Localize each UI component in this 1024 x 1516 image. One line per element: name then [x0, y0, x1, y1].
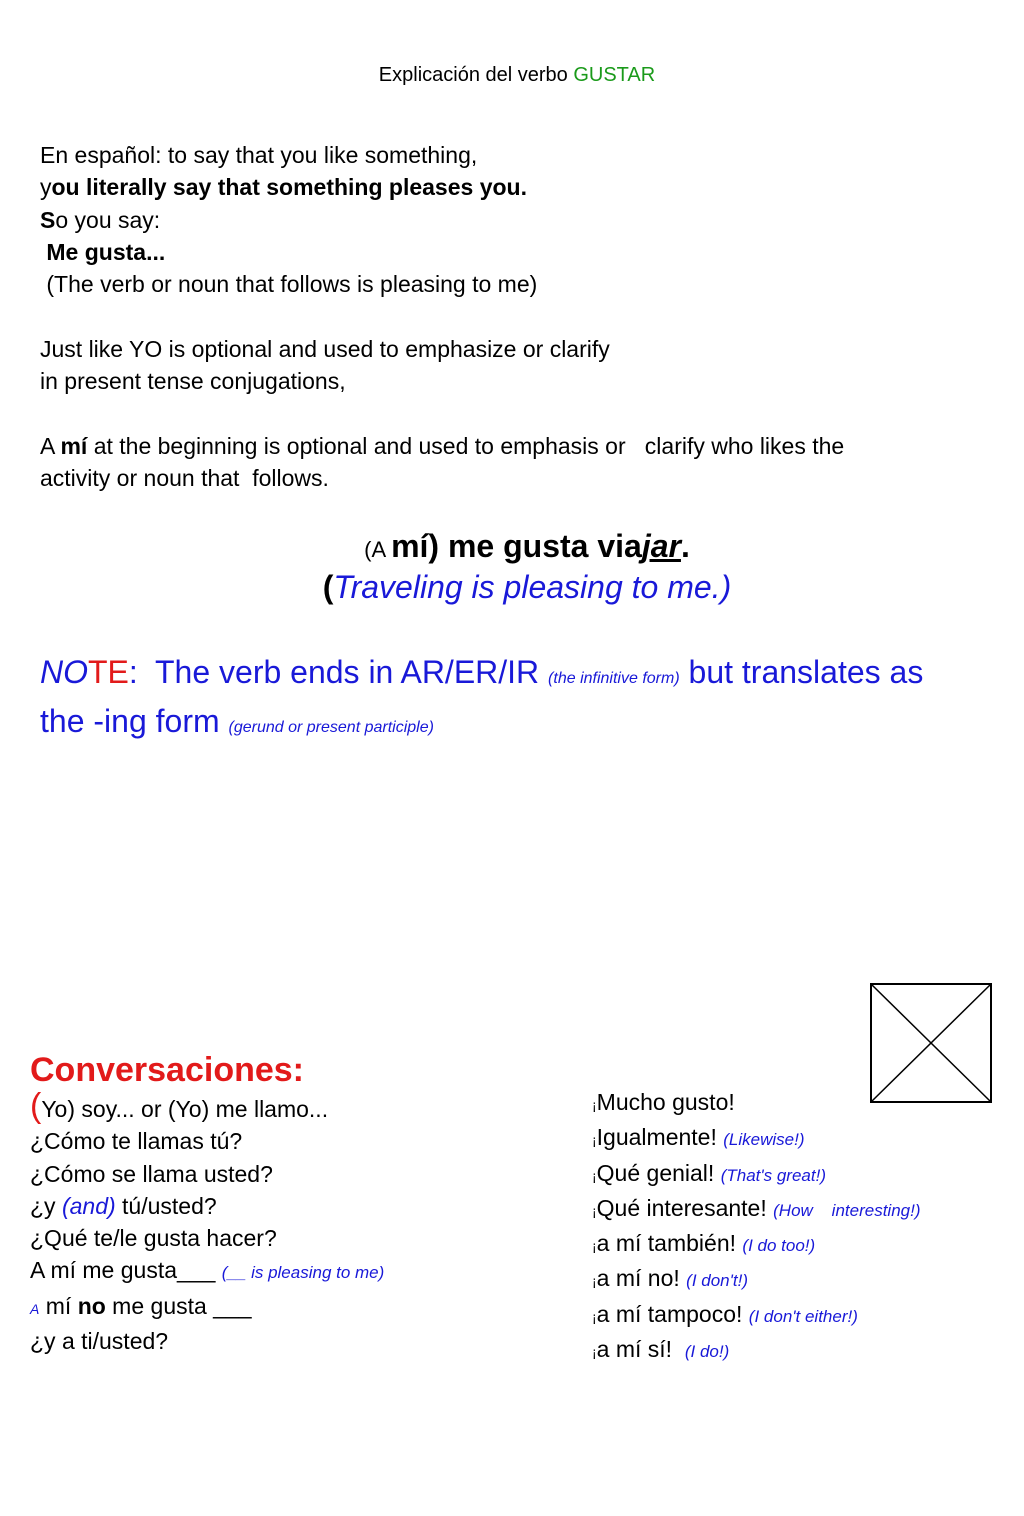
conv-left-line-3: ¿Cómo se llama usted?: [30, 1160, 273, 1187]
note-line-2: the -ing form (gerund or present participle): [40, 703, 434, 739]
intro-line-8: A mí at the beginning is optional and used to emphasis or clarify who likes the: [40, 432, 845, 459]
intro-line-2: you literally say that something pleases you.: [40, 174, 527, 201]
intro-line-3: So you say:: [40, 206, 161, 233]
example-sentence: (A mí) me gusta viajar.: [364, 528, 690, 564]
conv-right-line-7: ¡a mí tampoco! (I don't either!): [592, 1300, 858, 1327]
conv-left-line-2: ¿Cómo te llamas tú?: [30, 1128, 243, 1155]
conv-right-line-2: ¡Igualmente! (Likewise!): [592, 1124, 805, 1151]
intro-line-5: (The verb or noun that follows is pleasing to me): [40, 271, 538, 298]
image-placeholder: [870, 983, 992, 1103]
intro-line-1: En español: to say that you like something,: [40, 142, 478, 168]
conv-left-line-6: A mí me gusta___ (__ is pleasing to me): [30, 1257, 385, 1284]
title-prefix: Explicación del verbo: [378, 64, 574, 86]
conv-right-line-3: ¡Qué genial! (That's great!): [592, 1159, 826, 1186]
intro-line-9: activity or noun that follows.: [40, 464, 329, 491]
conv-left-line-8: ¿y a ti/usted?: [30, 1328, 169, 1355]
conv-right-line-4: ¡Qué interesante! (How interesting!): [592, 1194, 921, 1221]
conv-right-line-5: ¡a mí también! (I do too!): [592, 1230, 816, 1257]
note-block: [40, 651, 923, 749]
conversation-right: [592, 1086, 921, 1368]
example-translation: (Traveling is pleasing to me.): [322, 569, 732, 605]
conv-left-line-5: ¿Qué te/le gusta hacer?: [30, 1225, 277, 1252]
conv-left-line-7: A mí no me gusta ___: [30, 1292, 252, 1319]
intro-line-7: in present tense conjugations,: [40, 368, 346, 395]
intro-line-4: Me gusta...: [40, 238, 166, 265]
title-verb: GUSTAR: [573, 64, 656, 86]
page-title: [0, 64, 1024, 87]
conv-left-line-4: ¿y (and) tú/usted?: [30, 1192, 217, 1219]
intro-spacer-2: [40, 397, 844, 429]
note-line-1: NOTE: The verb ends in AR/ER/IR (the infinitive form) but translates as: [40, 654, 924, 690]
conversation-left: [30, 1087, 385, 1357]
conversaciones-heading: Conversaciones:: [30, 1051, 304, 1089]
conv-right-line-1: ¡Mucho gusto!: [592, 1089, 735, 1115]
conv-right-line-6: ¡a mí no! (I don't!): [592, 1265, 748, 1292]
intro-spacer-1: [40, 300, 844, 332]
intro-line-6: Just like YO is optional and used to emphasize or clarify: [40, 335, 610, 362]
conv-right-line-8: ¡a mí sí! (I do!): [592, 1336, 730, 1363]
conv-left-line-1: (Yo) soy... or (Yo) me llamo...: [30, 1087, 329, 1125]
intro-paragraph: [40, 139, 844, 494]
